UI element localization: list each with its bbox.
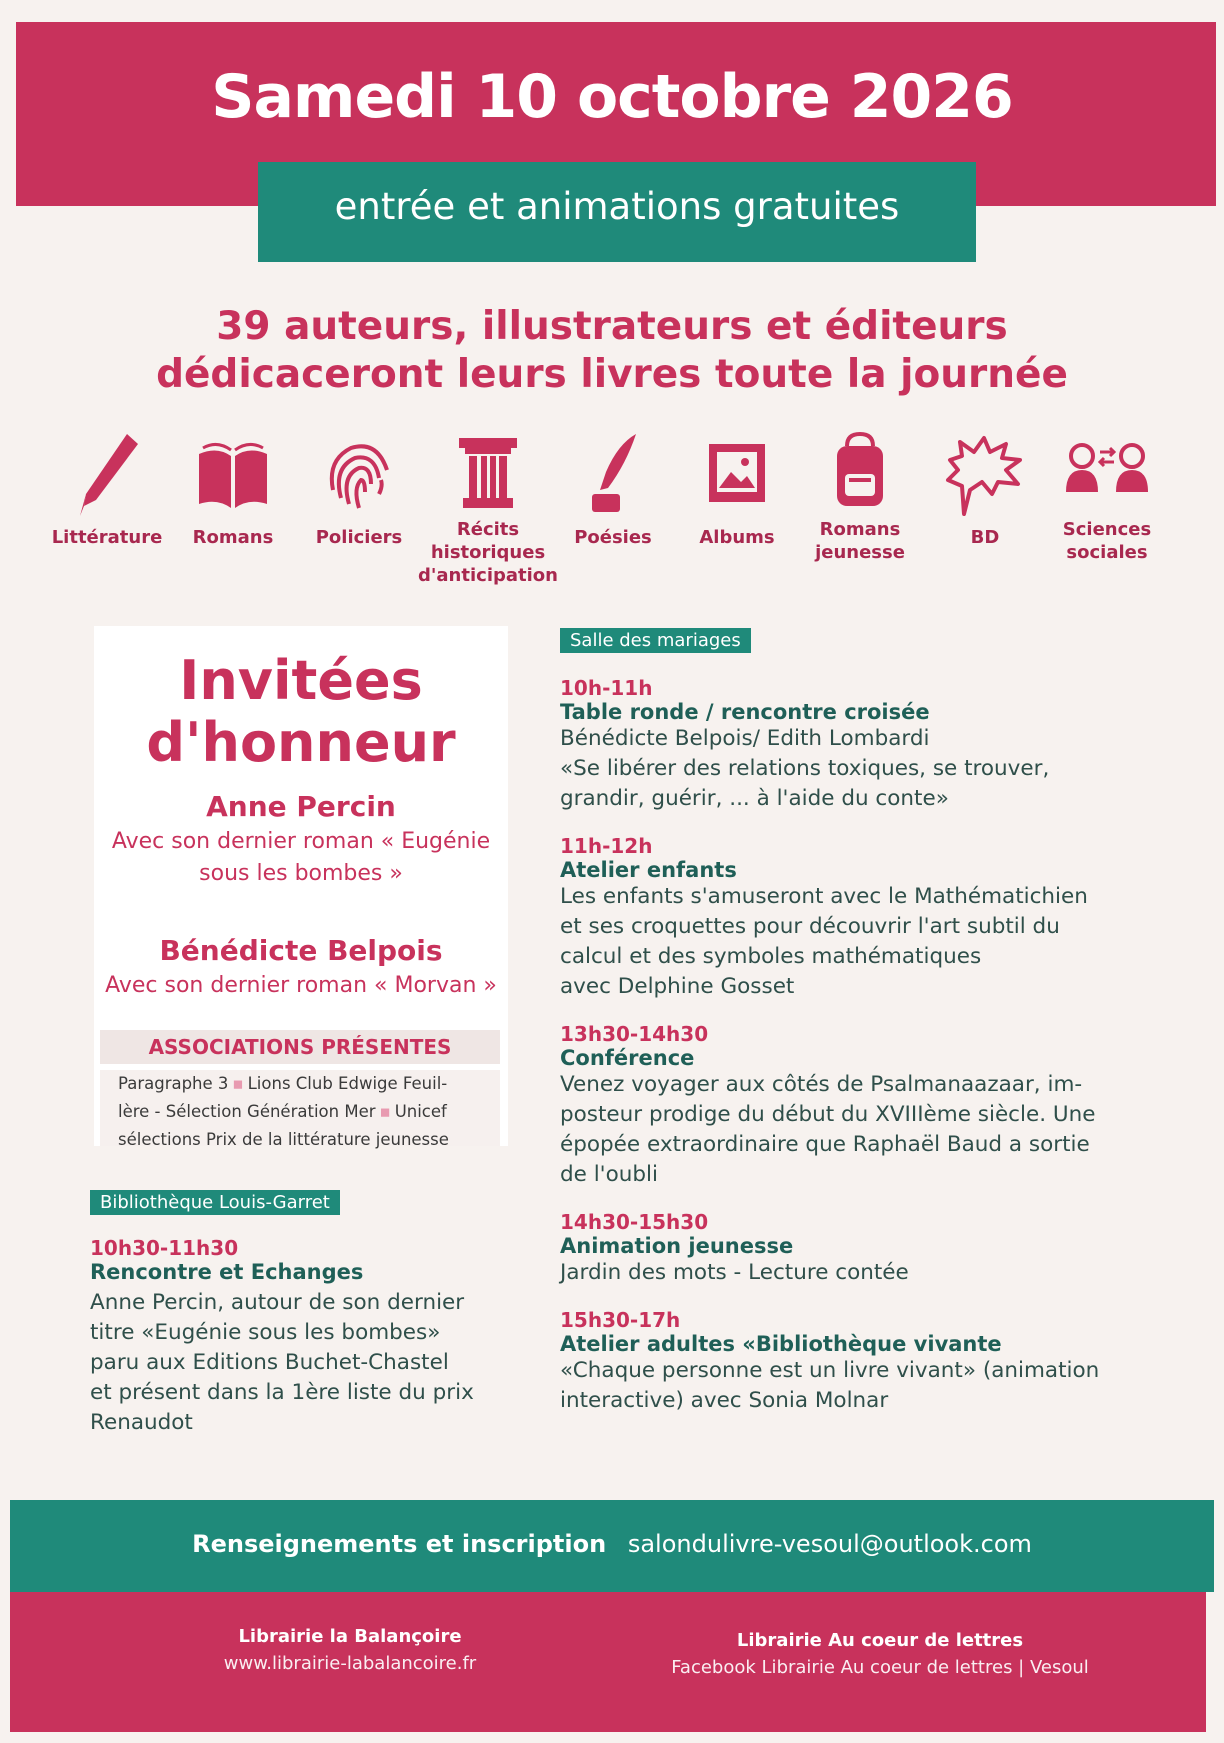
free-entry-banner: entrée et animations gratuites: [258, 162, 976, 262]
event-time: 13h30-14h30: [560, 1022, 709, 1046]
guest-2-book: Avec son dernier roman « Morvan »: [105, 973, 497, 998]
bookshop-1: [150, 1626, 550, 1674]
guest-2-name: Bénédicte Belpois: [159, 934, 443, 967]
event-time: 10h30-11h30: [90, 1236, 239, 1260]
category-label: Poésies: [574, 527, 652, 548]
event-line: Jardin des mots - Lecture contée: [560, 1260, 909, 1285]
category-policiers: [294, 430, 424, 549]
open-book-icon: [193, 430, 273, 520]
event-title: Animation jeunesse: [560, 1234, 794, 1258]
fingerprint-icon: [319, 430, 399, 520]
association-item: lère - Sélection Génération Mer: [118, 1102, 376, 1121]
picture-icon: [697, 430, 777, 520]
contact-email-link[interactable]: salondulivre-vesoul@outlook.com: [627, 1530, 1032, 1558]
event-description: [560, 1356, 1190, 1416]
association-item: Paragraphe 3: [118, 1074, 229, 1093]
category-label: Romans: [192, 527, 274, 548]
event-time: 10h-11h: [560, 676, 653, 700]
event-title: Atelier enfants: [560, 858, 737, 882]
venue-tag-salle: Salle des mariages: [560, 628, 751, 653]
category-label: Policiers: [315, 527, 403, 548]
bookshop-2-url[interactable]: Facebook Librairie Au coeur de lettres | Vesoul: [671, 1657, 1089, 1678]
event-line: «Se libérer des relations toxiques, se trouver,: [560, 756, 1050, 781]
speech-bubble-icon: [940, 430, 1030, 520]
category-label: Sciences sociales: [1062, 519, 1152, 563]
event-line: titre «Eugénie sous les bombes»: [90, 1320, 441, 1345]
backpack-icon: [825, 430, 895, 512]
event-description: [90, 1288, 474, 1438]
event-line: paru aux Editions Buchet-Chastel: [90, 1350, 449, 1375]
category-sciences-sociales: [1042, 430, 1172, 564]
guests-title-line-2: d'honneur: [146, 711, 456, 774]
category-label: Littérature: [51, 527, 163, 548]
guests-title: [94, 650, 508, 774]
separator-dot: ▪: [232, 1074, 244, 1093]
event-line: épopée extraordinaire que Raphaël Baud a sortie: [560, 1132, 1090, 1157]
event-line: interactive) avec Sonia Molnar: [560, 1388, 889, 1413]
event-description: [560, 724, 1190, 814]
event-time: 14h30-15h30: [560, 1210, 709, 1234]
guest-1-name: Anne Percin: [206, 790, 396, 823]
guest-1-book-line-2: sous les bombes »: [199, 861, 403, 886]
event-block: [560, 1210, 1190, 1288]
category-poesies: [548, 430, 678, 549]
category-albums: [672, 430, 802, 549]
event-title: Table ronde / rencontre croisée: [560, 700, 930, 724]
event-line: Bénédicte Belpois/ Edith Lombardi: [560, 726, 930, 751]
associations-heading: ASSOCIATIONS PRÉSENTES: [100, 1030, 500, 1064]
category-romans-jeunesse: [795, 430, 925, 564]
category-recits: [418, 430, 558, 587]
bookshop-2-name: Librairie Au coeur de lettres: [736, 1630, 1024, 1651]
event-line: Venez voyager aux côtés de Psalmanaazaar, im-: [560, 1072, 1083, 1097]
event-line: «Chaque personne est un livre vivant» (animation: [560, 1358, 1100, 1383]
category-label: Récits historiques d'anticipation: [418, 519, 558, 586]
event-title: Conférence: [560, 1046, 695, 1070]
guests-title-line-1: Invitées: [179, 649, 423, 712]
event-line: posteur prodige du début du XVIIIème siècle. Une: [560, 1102, 1096, 1127]
bookshop-1-url[interactable]: www.librairie-labalancoire.fr: [223, 1653, 477, 1674]
guest-1-book-line-1: Avec son dernier roman « Eugénie: [111, 829, 491, 854]
guest-1-book: [94, 826, 508, 890]
event-line: calcul et des symboles mathématiques: [560, 944, 982, 969]
people-exchange-icon: [1062, 430, 1152, 512]
event-title: Rencontre et Echanges: [90, 1260, 364, 1284]
category-label: BD: [970, 527, 1000, 548]
category-label: Romans jeunesse: [815, 519, 905, 563]
headline: [0, 303, 1224, 399]
headline-line-2: dédicaceront leurs livres toute la journée: [156, 352, 1068, 397]
event-date-title: Samedi 10 octobre 2026: [211, 62, 1013, 132]
event-time: 11h-12h: [560, 834, 653, 858]
event-line: avec Delphine Gosset: [560, 974, 795, 999]
event-block: [560, 1022, 1190, 1190]
event-line: grandir, guérir, ... à l'aide du conte»: [560, 786, 949, 811]
category-bd: [920, 430, 1050, 549]
bookshop-2: [620, 1630, 1140, 1678]
event-description: [560, 882, 1190, 1002]
event-line: et ses croquettes pour découvrir l'art subtil du: [560, 914, 1060, 939]
pen-icon: [72, 430, 142, 520]
event-line: Les enfants s'amuseront avec le Mathématichien: [560, 884, 1088, 909]
venue-tag-library: Bibliothèque Louis-Garret: [90, 1190, 340, 1215]
category-romans: [168, 430, 298, 549]
category-label: Albums: [699, 527, 775, 548]
event-line: Anne Percin, autour de son dernier: [90, 1290, 465, 1315]
event-block: [560, 1308, 1190, 1416]
association-item: Lions Club Edwige Feuil-: [247, 1074, 448, 1093]
event-line: Renaudot: [90, 1410, 193, 1435]
event-description: [560, 1070, 1190, 1190]
event-description: [560, 1258, 1190, 1288]
headline-line-1: 39 auteurs, illustrateurs et éditeurs: [216, 304, 1008, 349]
event-block: [560, 834, 1190, 1002]
event-time: 15h30-17h: [560, 1308, 681, 1332]
event-title: Atelier adultes «Bibliothèque vivante: [560, 1332, 1002, 1356]
salle-program: [560, 628, 1190, 1416]
column-icon: [453, 430, 523, 512]
contact-label: Renseignements et inscription: [192, 1530, 607, 1558]
event-line: de l'oubli: [560, 1162, 658, 1187]
association-item: Unicef: [394, 1102, 447, 1121]
association-item: sélections Prix de la littérature jeunesse: [118, 1130, 449, 1149]
quill-icon: [578, 430, 648, 520]
event-line: et présent dans la 1ère liste du prix: [90, 1380, 474, 1405]
contact-line: [0, 1530, 1224, 1558]
event-block: [560, 676, 1190, 814]
library-program: [90, 1190, 474, 1438]
associations-list: [100, 1070, 500, 1149]
separator-dot: ▪: [379, 1102, 391, 1121]
bookshop-1-name: Librairie la Balançoire: [238, 1626, 462, 1647]
category-litterature: [42, 430, 172, 549]
